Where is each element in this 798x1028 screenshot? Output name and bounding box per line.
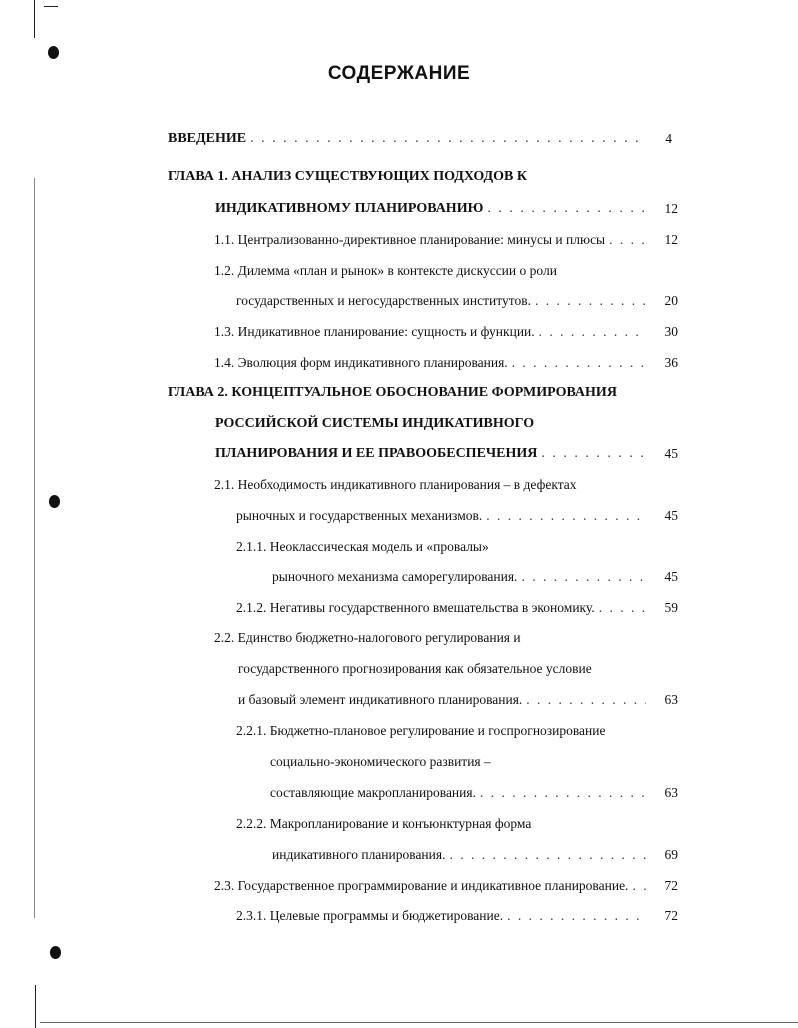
toc-entry bbox=[236, 292, 650, 310]
page-title: СОДЕРЖАНИЕ bbox=[327, 63, 471, 84]
toc-page-number: 63 bbox=[664, 785, 678, 800]
toc-entry-text: 2.2. Единство бюджетно-налогового регулирования и bbox=[214, 630, 521, 645]
dot-leader bbox=[480, 784, 646, 802]
toc-entry bbox=[215, 445, 650, 463]
toc-entry bbox=[272, 568, 650, 586]
dot-leader bbox=[599, 599, 646, 617]
dot-leader bbox=[250, 130, 646, 148]
toc-entry-text: 1.1. Централизованно-директивное планирование: минусы и плюсы bbox=[214, 232, 606, 247]
toc-entry bbox=[215, 200, 650, 218]
toc-page-number: 30 bbox=[664, 324, 678, 339]
toc-entry bbox=[238, 691, 650, 709]
punch-hole-bottom bbox=[50, 946, 61, 959]
toc-entry-text: 2.3.1. Целевые программы и бюджетирование. bbox=[236, 908, 504, 923]
toc-entry bbox=[270, 753, 491, 771]
toc-entry-text: 2.1. Необходимость индикативного планирования – в дефектах bbox=[214, 477, 577, 492]
toc-page-number: 4 bbox=[665, 131, 672, 146]
toc-entry bbox=[214, 629, 521, 647]
dot-leader bbox=[487, 200, 646, 218]
toc-entry bbox=[214, 476, 577, 494]
toc-entry-text: 1.4. Эволюция форм индикативного планирования. bbox=[214, 355, 508, 370]
toc-entry-text: социально-экономического развития – bbox=[270, 754, 491, 769]
toc-entry bbox=[236, 815, 531, 833]
dot-leader bbox=[507, 907, 646, 925]
toc-page-number: 63 bbox=[664, 692, 678, 707]
toc-entry bbox=[214, 877, 654, 895]
toc-page-number: 45 bbox=[664, 569, 678, 584]
toc-entry-text: 2.3. Государственное программирование и индикативное планирование. bbox=[214, 878, 629, 893]
dot-leader bbox=[486, 507, 646, 525]
scan-edge-left-vertical bbox=[34, 178, 35, 918]
punch-hole-top bbox=[48, 46, 59, 59]
toc-entry-text: 2.2.2. Макропланирование и конъюнктурная форма bbox=[236, 816, 532, 831]
toc-page-number: 59 bbox=[664, 600, 678, 615]
toc-entry bbox=[168, 130, 650, 148]
toc-entry-text: РОССИЙСКОЙ СИСТЕМЫ ИНДИКАТИВНОГО bbox=[215, 416, 535, 431]
toc-page-number: 12 bbox=[664, 201, 678, 216]
toc-entry-text: ПЛАНИРОВАНИЯ И ЕЕ ПРАВООБЕСПЕЧЕНИЯ bbox=[215, 446, 538, 461]
punch-hole-middle bbox=[49, 495, 60, 508]
toc-entry bbox=[168, 384, 617, 402]
dot-leader bbox=[512, 354, 646, 372]
dot-leader bbox=[609, 231, 646, 249]
toc-entry bbox=[238, 660, 592, 678]
toc-entry bbox=[214, 231, 650, 249]
toc-entry bbox=[270, 784, 650, 802]
toc-entry bbox=[215, 415, 534, 433]
toc-page-number: 72 bbox=[664, 878, 678, 893]
toc-entry bbox=[236, 538, 489, 556]
toc-page-number: 45 bbox=[664, 446, 678, 461]
toc-page-number: 45 bbox=[664, 508, 678, 523]
dot-leader bbox=[539, 323, 646, 341]
toc-page-number: 12 bbox=[664, 232, 678, 247]
toc-entry bbox=[214, 354, 650, 372]
toc-entry-text: государственных и негосударственных институтов. bbox=[236, 293, 531, 308]
toc-entry-text: 2.2.1. Бюджетно-плановое регулирование и госпрогнозирование bbox=[236, 723, 606, 738]
toc-entry-text: рыночных и государственных механизмов. bbox=[236, 508, 483, 523]
dot-leader bbox=[521, 568, 646, 586]
toc-entry bbox=[214, 323, 650, 341]
scan-edge-top-vertical bbox=[34, 0, 35, 38]
scan-edge-bottom-horizontal bbox=[40, 1022, 798, 1023]
toc-entry-text: государственного прогнозирования как обязательное условие bbox=[238, 661, 592, 676]
toc-entry bbox=[214, 262, 557, 280]
toc-entry-text: ГЛАВА 2. КОНЦЕПТУАЛЬНОЕ ОБОСНОВАНИЕ ФОРМИРОВАНИЯ bbox=[168, 385, 617, 400]
toc-entry bbox=[272, 846, 650, 864]
toc-entry-text: 2.1.1. Неоклассическая модель и «провалы» bbox=[236, 539, 489, 554]
dot-leader bbox=[541, 445, 646, 463]
dot-leader bbox=[449, 846, 646, 864]
toc-entry-text: ИНДИКАТИВНОМУ ПЛАНИРОВАНИЮ bbox=[215, 201, 484, 216]
toc-page-number: 20 bbox=[664, 293, 678, 308]
toc-entry-text: рыночного механизма саморегулирования. bbox=[272, 569, 518, 584]
toc-entry bbox=[168, 168, 527, 186]
toc-entry-text: индикативного планирования. bbox=[272, 847, 446, 862]
toc-entry bbox=[236, 722, 605, 740]
toc-entry-text: ГЛАВА 1. АНАЛИЗ СУЩЕСТВУЮЩИХ ПОДХОДОВ К bbox=[168, 169, 528, 184]
scan-edge-bottom-vertical bbox=[35, 985, 36, 1028]
toc-entry-text: составляющие макропланирования. bbox=[270, 785, 476, 800]
toc-entry-text: 2.1.2. Негативы государственного вмешательства в экономику. bbox=[236, 600, 595, 615]
toc-page-number: 36 bbox=[664, 355, 678, 370]
toc-entry bbox=[236, 599, 650, 617]
dot-leader bbox=[535, 292, 646, 310]
toc-entry bbox=[236, 907, 650, 925]
dot-leader bbox=[526, 691, 646, 709]
toc-entry-text: ВВЕДЕНИЕ bbox=[168, 131, 247, 146]
toc-page-number: 69 bbox=[664, 847, 678, 862]
toc-entry-text: 1.2. Дилемма «план и рынок» в контексте дискуссии о роли bbox=[214, 263, 557, 278]
scan-edge-top-horizontal bbox=[44, 6, 58, 7]
toc-entry-text: 1.3. Индикативное планирование: сущность и функции. bbox=[214, 324, 535, 339]
toc-page-number: 72 bbox=[664, 908, 678, 923]
toc-entry-text: и базовый элемент индикативного планирования. bbox=[238, 692, 523, 707]
toc-entry bbox=[236, 507, 650, 525]
